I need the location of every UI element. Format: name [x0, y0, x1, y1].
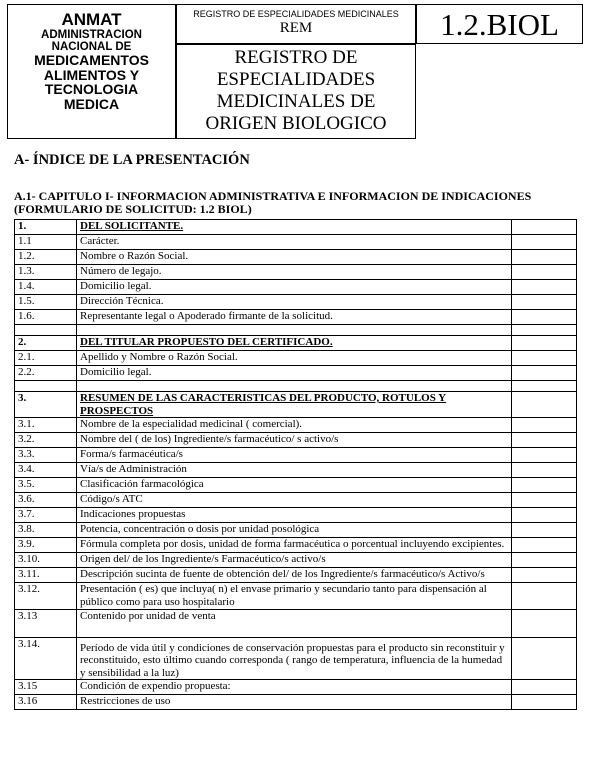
index-row: [15, 695, 577, 710]
section-title: A- ÍNDICE DE LA PRESENTACIÓN: [14, 152, 250, 168]
row-page-cell: [512, 235, 577, 250]
index-row: [15, 310, 577, 325]
index-row: [15, 325, 577, 336]
row-number: 2.: [15, 336, 77, 351]
row-page-cell: [512, 523, 577, 538]
row-number: 3.7.: [15, 508, 77, 523]
row-number: 1.1: [15, 235, 77, 250]
index-row: [15, 381, 577, 392]
index-row: [15, 463, 577, 478]
row-page-cell: [512, 351, 577, 366]
row-number: [15, 325, 77, 336]
row-page-cell: [512, 310, 577, 325]
registry-title-line: MEDICINALES DE: [216, 90, 376, 112]
row-page-cell: [512, 325, 577, 336]
row-number: 2.2.: [15, 366, 77, 381]
row-page-cell: [512, 609, 577, 637]
row-page-cell: [512, 680, 577, 695]
row-description: DEL SOLICITANTE.: [77, 220, 512, 235]
registry-title-line: ORIGEN BIOLOGICO: [205, 112, 387, 134]
row-number: 3.8.: [15, 523, 77, 538]
row-description: Nombre de la especialidad medicinal ( comercial).: [77, 418, 512, 433]
row-page-cell: [512, 280, 577, 295]
agency-line: ALIMENTOS Y: [43, 66, 140, 83]
row-page-cell: [512, 295, 577, 310]
row-number: [15, 381, 77, 392]
index-row: [15, 493, 577, 508]
form-code: 1.2.BIOL: [416, 4, 583, 44]
row-page-cell: [512, 568, 577, 583]
index-row: [15, 568, 577, 583]
row-page-cell: [512, 433, 577, 448]
row-page-cell: [512, 637, 577, 680]
row-page-cell: [512, 265, 577, 280]
row-number: 1.4.: [15, 280, 77, 295]
row-number: 1.6.: [15, 310, 77, 325]
registry-abbr-box: [176, 4, 416, 44]
registry-small-label: REGISTRO DE ESPECIALIDADES MEDICINALES: [193, 9, 399, 19]
row-description: Contenido por unidad de venta: [77, 609, 512, 637]
row-page-cell: [512, 583, 577, 609]
row-number: 3.16: [15, 695, 77, 710]
row-description: Número de legajo.: [77, 265, 512, 280]
row-description: RESUMEN DE LAS CARACTERISTICAS DEL PRODUCTO, ROTULOS Y PROSPECTOS: [77, 392, 512, 418]
row-number: 3.15: [15, 680, 77, 695]
row-number: 3.1.: [15, 418, 77, 433]
row-number: 3.3.: [15, 448, 77, 463]
registry-title-box: [176, 44, 416, 139]
row-page-cell: [512, 418, 577, 433]
row-description: Nombre o Razón Social.: [77, 250, 512, 265]
row-description: Apellido y Nombre o Razón Social.: [77, 351, 512, 366]
row-page-cell: [512, 220, 577, 235]
row-number: 1.3.: [15, 265, 77, 280]
row-description: Carácter.: [77, 235, 512, 250]
registry-abbr: REM: [279, 20, 313, 36]
row-page-cell: [512, 538, 577, 553]
row-description: Nombre del ( de los) Ingrediente/s farmacéutico/ s activo/s: [77, 433, 512, 448]
row-description: [77, 381, 512, 392]
agency-line: MEDICA: [63, 96, 120, 113]
row-description: Dirección Técnica.: [77, 295, 512, 310]
row-description: DEL TITULAR PROPUESTO DEL CERTIFICADO.: [77, 336, 512, 351]
index-row: [15, 366, 577, 381]
index-row: [15, 220, 577, 235]
row-description: Descripción sucinta de fuente de obtención del/ de los Ingrediente/s farmacéutico/s Activo/s: [77, 568, 512, 583]
row-number: 3.2.: [15, 433, 77, 448]
agency-line: MEDICAMENTOS: [34, 51, 149, 68]
row-page-cell: [512, 381, 577, 392]
row-description: Indicaciones propuestas: [77, 508, 512, 523]
index-row: [15, 448, 577, 463]
index-table: [14, 219, 577, 710]
row-description: Domicilio legal.: [77, 280, 512, 295]
index-row: [15, 553, 577, 568]
index-row: [15, 609, 577, 637]
index-row: [15, 508, 577, 523]
agency-acronym: ANMAT: [61, 10, 122, 29]
row-description: Período de vida útil y condiciones de conservación propuestas para el producto sin reconstituir y reconstituido, esto último cuando corresponda ( rango de temperatura, influencia de la humedad y sensibilidad a la luz): [77, 637, 512, 680]
index-row: [15, 583, 577, 609]
row-number: 1.2.: [15, 250, 77, 265]
row-number: 3.9.: [15, 538, 77, 553]
row-description: Código/s ATC: [77, 493, 512, 508]
row-description: Fórmula completa por dosis, unidad de forma farmacéutica o porcentual incluyendo excipientes.: [77, 538, 512, 553]
row-description: Clasificación farmacológica: [77, 478, 512, 493]
index-row: [15, 351, 577, 366]
index-row: [15, 265, 577, 280]
index-row: [15, 523, 577, 538]
index-row: [15, 295, 577, 310]
row-page-cell: [512, 493, 577, 508]
registry-title-line: ESPECIALIDADES: [216, 68, 376, 90]
index-row: [15, 637, 577, 680]
row-number: 3.4.: [15, 463, 77, 478]
row-number: 3.13: [15, 609, 77, 637]
row-number: 3.11.: [15, 568, 77, 583]
row-page-cell: [512, 448, 577, 463]
row-description: Representante legal o Apoderado firmante de la solicitud.: [77, 310, 512, 325]
row-number: 3.6.: [15, 493, 77, 508]
row-description: Origen del/ de los Ingrediente/s Farmacéutico/s activo/s: [77, 553, 512, 568]
row-description: [77, 325, 512, 336]
agency-name-box: [7, 4, 176, 139]
row-number: 1.: [15, 220, 77, 235]
index-row: [15, 336, 577, 351]
agency-line: ADMINISTRACION: [41, 28, 142, 41]
row-number: 3.10.: [15, 553, 77, 568]
registry-title-line: REGISTRO DE: [234, 47, 358, 68]
row-number: 3.: [15, 392, 77, 418]
row-number: 1.5.: [15, 295, 77, 310]
index-row: [15, 538, 577, 553]
row-page-cell: [512, 478, 577, 493]
row-page-cell: [512, 508, 577, 523]
row-number: 3.12.: [15, 583, 77, 609]
row-page-cell: [512, 392, 577, 418]
index-row: [15, 250, 577, 265]
subsection-title: A.1- CAPITULO I- INFORMACION ADMINISTRATIVA E INFORMACION DE INDICACIONES (FORMULARIO DE SOLICITUD: 1.2 BIOL): [14, 189, 532, 216]
row-description: Vía/s de Administración: [77, 463, 512, 478]
form-header: [7, 4, 583, 139]
row-description: Presentación ( es) que incluya( n) el envase primario y secundario tanto para dispensación al público como para uso hospitalario: [77, 583, 512, 609]
index-row: [15, 433, 577, 448]
row-number: 3.14.: [15, 637, 77, 680]
agency-line: TECNOLOGIA: [44, 81, 139, 98]
index-row: [15, 392, 577, 418]
row-page-cell: [512, 250, 577, 265]
row-description: Condición de expendio propuesta:: [77, 680, 512, 695]
row-page-cell: [512, 553, 577, 568]
index-row: [15, 418, 577, 433]
row-page-cell: [512, 336, 577, 351]
row-description: Potencia, concentración o dosis por unidad posológica: [77, 523, 512, 538]
index-row: [15, 235, 577, 250]
row-number: 3.5.: [15, 478, 77, 493]
index-row: [15, 478, 577, 493]
row-page-cell: [512, 695, 577, 710]
row-description: Forma/s farmacéutica/s: [77, 448, 512, 463]
row-description: Domicilio legal.: [77, 366, 512, 381]
row-page-cell: [512, 366, 577, 381]
agency-line: NACIONAL DE: [51, 40, 132, 53]
row-number: 2.1.: [15, 351, 77, 366]
row-page-cell: [512, 463, 577, 478]
index-row: [15, 280, 577, 295]
index-row: [15, 680, 577, 695]
row-description: Restricciones de uso: [77, 695, 512, 710]
